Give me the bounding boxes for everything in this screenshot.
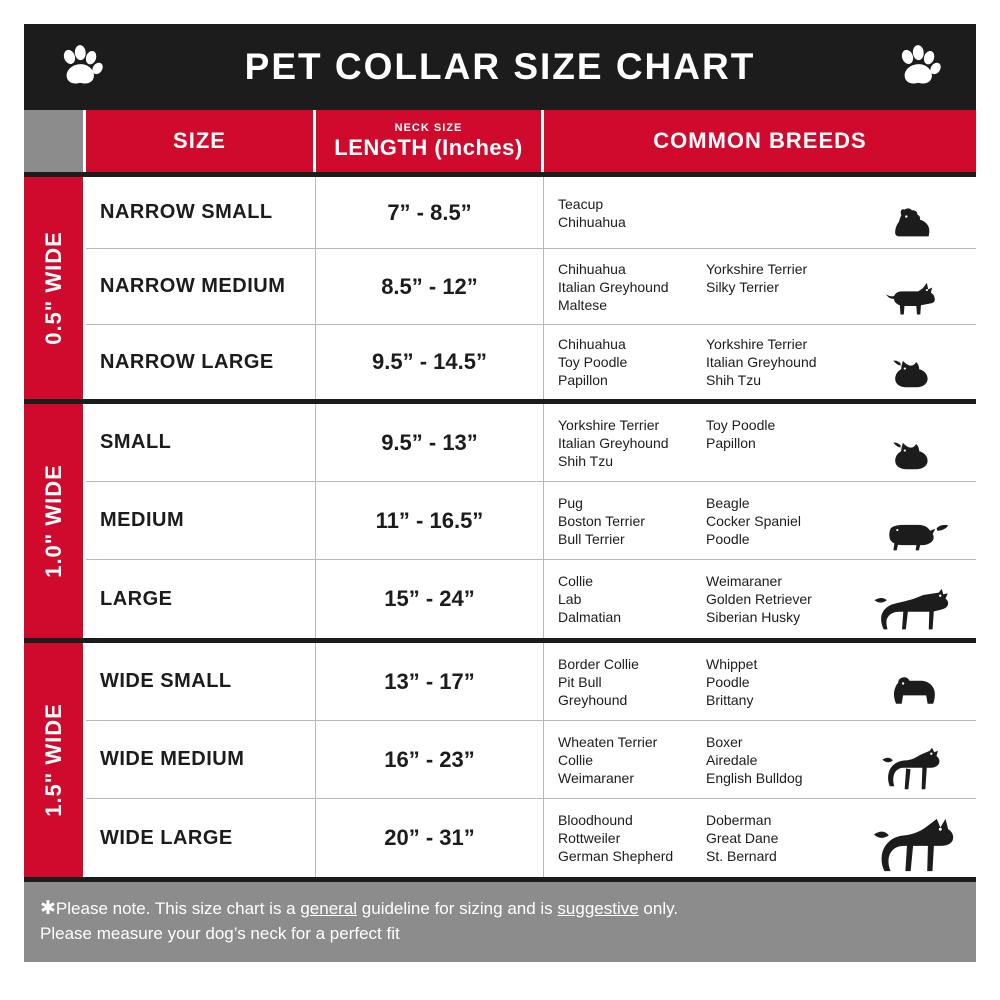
breed-columns (558, 811, 860, 865)
breed-column-2 (706, 335, 856, 389)
table-row (86, 177, 976, 249)
breed-columns (558, 335, 860, 389)
row-size: MEDIUM (86, 482, 316, 559)
breed-item: Whippet (706, 655, 758, 672)
breed-item: Rottweiler (558, 830, 621, 846)
breed-item: Dalmatian (558, 609, 622, 625)
row-size: WIDE MEDIUM (86, 721, 316, 798)
breed-item: Collie (558, 573, 594, 589)
breed-column-1 (558, 572, 706, 626)
breed-column-2 (706, 494, 856, 548)
chart-inner (24, 24, 976, 976)
group-label-text: 1.0" WIDE (40, 464, 66, 578)
footer-text-c: only. (638, 899, 679, 918)
group-rows (86, 404, 976, 638)
breed-columns (558, 655, 860, 709)
footer-note (24, 877, 976, 962)
breed-column-2 (706, 195, 856, 231)
breed-item: Boxer (706, 733, 743, 750)
breed-item: Yorkshire Terrier (706, 336, 808, 352)
row-size: NARROW LARGE (86, 325, 316, 399)
breed-item: Border Collie (558, 655, 639, 672)
breed-column-1 (558, 416, 706, 470)
breed-column-1 (558, 494, 706, 548)
group-label-text: 0.5" WIDE (40, 231, 66, 345)
row-breeds (544, 325, 976, 399)
table-row (86, 249, 976, 325)
breed-item: Siberian Husky (706, 609, 801, 625)
row-length: 7” - 8.5” (316, 177, 544, 248)
table-row (86, 799, 976, 877)
table-row (86, 482, 976, 560)
row-breeds (544, 721, 976, 798)
row-length: 16” - 23” (316, 721, 544, 798)
beagle-silhouette (860, 482, 970, 559)
group-label-one-inch (24, 404, 86, 638)
column-header-length-main: LENGTH (Inches) (334, 134, 523, 160)
breed-column-1 (558, 195, 706, 231)
footer-text-b: guideline for sizing and is (357, 899, 558, 918)
footer-line-2: Please measure your dog’s neck for a perfect fit (40, 924, 400, 943)
row-size: NARROW SMALL (86, 177, 316, 248)
breed-item: Chihuahua (558, 336, 626, 352)
breed-columns (558, 195, 860, 231)
breed-column-1 (558, 811, 706, 865)
breed-item: Poodle (706, 530, 750, 547)
breed-item: Wheaten Terrier (558, 733, 658, 750)
column-header-size: SIZE (86, 110, 316, 172)
size-group (24, 172, 976, 399)
breed-item: Weimaraner (706, 573, 782, 589)
footer-emphasis-general: general (300, 899, 358, 918)
column-header-breeds: COMMON BREEDS (544, 110, 976, 172)
breed-column-2 (706, 416, 856, 470)
row-size: WIDE SMALL (86, 643, 316, 720)
breed-column-2 (706, 572, 856, 626)
chihuahua-silhouette (860, 249, 970, 324)
breed-item: Doberman (706, 812, 772, 828)
breed-column-1 (558, 260, 706, 314)
breed-item: Poodle (706, 673, 750, 690)
breed-item: Beagle (706, 494, 750, 511)
row-breeds (544, 404, 976, 481)
paw-icon (896, 44, 942, 90)
row-size: LARGE (86, 560, 316, 638)
row-size: WIDE LARGE (86, 799, 316, 877)
breed-column-2 (706, 655, 856, 709)
breed-item: Chihuahua (558, 213, 626, 230)
breed-item: Greyhound (558, 691, 628, 708)
asterisk-icon: ✱ (40, 898, 56, 919)
footer-text-a: Please note. This size chart is a (55, 899, 301, 918)
breed-item: Toy Poodle (558, 354, 628, 370)
row-breeds (544, 482, 976, 559)
breed-column-2 (706, 260, 856, 314)
row-length: 8.5” - 12” (316, 249, 544, 324)
breed-item: Boston Terrier (558, 512, 645, 529)
breed-item: Great Dane (706, 830, 779, 846)
row-breeds (544, 643, 976, 720)
breed-item: German Shepherd (558, 848, 674, 864)
footer-line-1 (40, 896, 960, 921)
breed-columns (558, 494, 860, 548)
breed-item: Yorkshire Terrier (706, 260, 808, 277)
row-length: 20” - 31” (316, 799, 544, 877)
column-header-length (316, 110, 544, 172)
group-label-half-inch (24, 177, 86, 399)
row-breeds (544, 799, 976, 877)
column-header-length-sub: NECK SIZE (394, 121, 463, 134)
table-row (86, 325, 976, 399)
breed-item: Toy Poodle (706, 416, 776, 433)
papillon-silhouette (860, 404, 970, 481)
row-length: 13” - 17” (316, 643, 544, 720)
breed-item: Bloodhound (558, 812, 633, 828)
breed-item: Teacup (558, 195, 604, 212)
doberman-silhouette (860, 799, 970, 877)
breed-columns (558, 733, 860, 787)
breed-item: Lab (558, 591, 582, 607)
breed-item: Bull Terrier (558, 530, 625, 547)
retriever-silhouette (860, 560, 970, 638)
papillon-silhouette (860, 325, 970, 399)
breed-item: Chihuahua (558, 260, 626, 277)
table-row (86, 560, 976, 638)
breed-item: Papillon (706, 434, 756, 451)
boxer-silhouette (860, 721, 970, 798)
table-row (86, 721, 976, 799)
breed-item: Silky Terrier (706, 278, 779, 295)
breed-item: Italian Greyhound (706, 354, 817, 370)
yorkie-silhouette (860, 177, 970, 248)
size-group (24, 638, 976, 877)
breed-columns (558, 260, 860, 314)
breed-item: Airedale (706, 751, 758, 768)
breed-item: Papillon (558, 372, 608, 388)
breed-item: Brittany (706, 691, 754, 708)
group-rows (86, 177, 976, 399)
table-row (86, 643, 976, 721)
chart-header (24, 24, 976, 110)
breed-item: Cocker Spaniel (706, 512, 801, 529)
paw-icon (58, 44, 104, 90)
page-title: PET COLLAR SIZE CHART (244, 46, 756, 87)
row-breeds (544, 560, 976, 638)
breed-column-2 (706, 733, 856, 787)
row-breeds (544, 249, 976, 324)
breed-item: Weimaraner (558, 769, 634, 786)
group-label-text: 1.5" WIDE (40, 703, 66, 817)
breed-column-1 (558, 335, 706, 389)
breed-item: Maltese (558, 296, 608, 313)
group-label-inch-and-half (24, 643, 86, 877)
row-length: 9.5” - 13” (316, 404, 544, 481)
width-column-spacer (24, 110, 86, 172)
table-row (86, 404, 976, 482)
breed-item: Collie (558, 751, 594, 768)
breed-item: St. Bernard (706, 848, 777, 864)
breed-column-2 (706, 811, 856, 865)
breed-columns (558, 416, 860, 470)
breed-item: Golden Retriever (706, 591, 812, 607)
row-breeds (544, 177, 976, 248)
breed-item: Italian Greyhound (558, 434, 669, 451)
breed-item: English Bulldog (706, 769, 803, 786)
size-group (24, 399, 976, 638)
bulldog-silhouette (860, 643, 970, 720)
row-length: 9.5” - 14.5” (316, 325, 544, 399)
row-length: 11” - 16.5” (316, 482, 544, 559)
breed-item: Italian Greyhound (558, 278, 669, 295)
row-size: SMALL (86, 404, 316, 481)
row-size: NARROW MEDIUM (86, 249, 316, 324)
breed-column-1 (558, 733, 706, 787)
breed-item: Shih Tzu (706, 372, 761, 388)
group-rows (86, 643, 976, 877)
footer-emphasis-suggestive: suggestive (557, 899, 639, 918)
breed-columns (558, 572, 860, 626)
breed-column-1 (558, 655, 706, 709)
breed-item: Pug (558, 494, 583, 511)
breed-item: Shih Tzu (558, 452, 613, 469)
table-header-row (24, 110, 976, 172)
row-length: 15” - 24” (316, 560, 544, 638)
breed-item: Yorkshire Terrier (558, 416, 660, 433)
breed-item: Pit Bull (558, 673, 602, 690)
